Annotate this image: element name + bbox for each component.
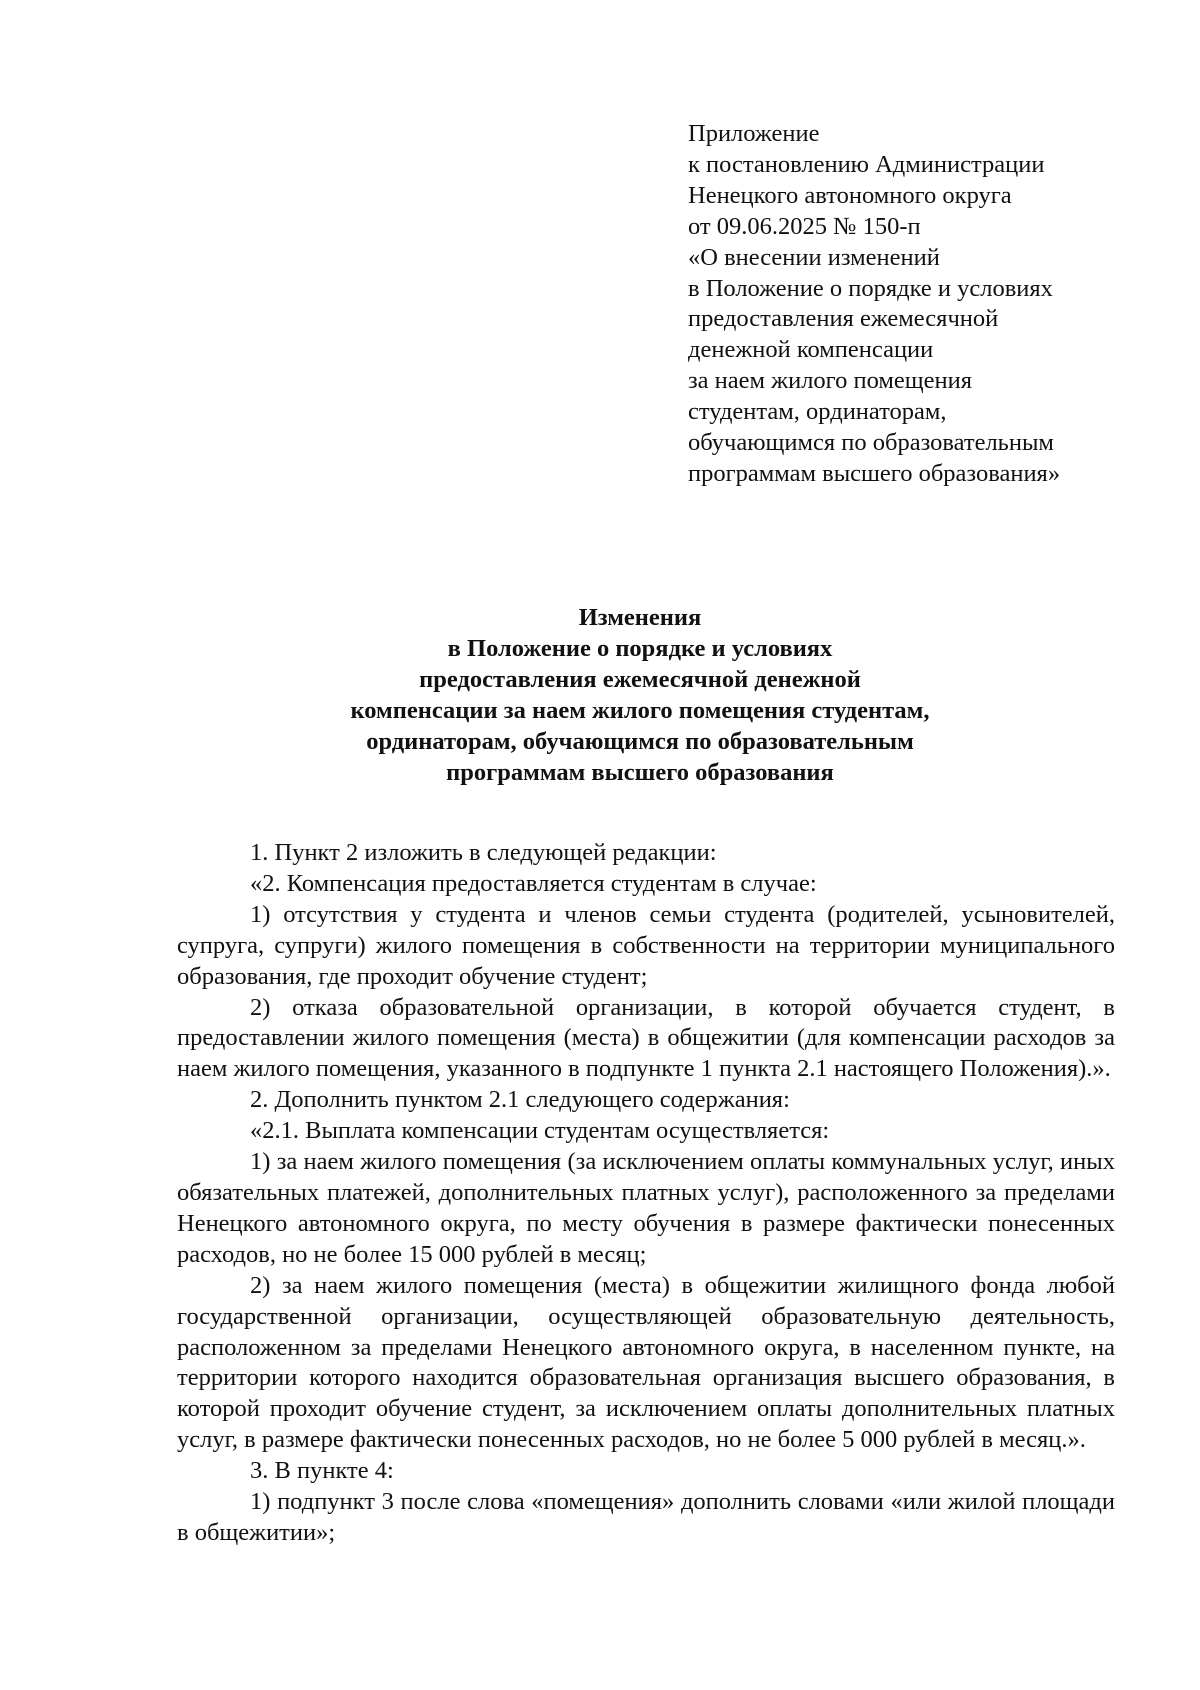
- appendix-line: обучающимся по образовательным: [688, 429, 1054, 457]
- body-paragraph: 1. Пункт 2 изложить в следующей редакции:: [250, 839, 717, 866]
- appendix-line: к постановлению Администрации: [688, 150, 1045, 178]
- appendix-line: «О внесении изменений: [688, 243, 940, 271]
- appendix-line: от 09.06.2025 № 150-п: [688, 212, 921, 240]
- heading-line: в Положение о порядке и условиях: [447, 634, 833, 662]
- appendix-line: за наем жилого помещения: [688, 367, 972, 395]
- body-paragraph: 1) за наем жилого помещения (за исключением оплаты коммунальных услуг, иных обязательных платежей, дополнительных платных услуг), расположенного за пределами Ненецкого автономного округа, по месту обучения в размере фактически понесенных расходов, но не более 15 000 рублей в месяц;: [177, 1148, 1115, 1268]
- appendix-block: [688, 119, 1158, 490]
- appendix-line: предоставления ежемесячной: [688, 305, 999, 333]
- body-paragraph: 2) за наем жилого помещения (места) в общежитии жилищного фонда любой государственной организации, осуществляющей образовательную деятельность, расположенном за пределами Ненецкого автономного округа, в населенном пункте, на территории которого находится образовательная организация высшего образования, в которой проходит обучение студент, за исключением оплаты дополнительных платных услуг, в размере фактически понесенных расходов, но не более 5 000 рублей в месяц.».: [177, 1271, 1115, 1454]
- appendix-line: в Положение о порядке и условиях: [688, 274, 1053, 302]
- body-paragraph: «2. Компенсация предоставляется студентам в случае:: [250, 869, 817, 897]
- heading-line: ординаторам, обучающимся по образовательным: [366, 727, 914, 755]
- body-paragraph: 1) подпункт 3 после слова «помещения» дополнить словами «или жилой площади в общежитии»;: [177, 1488, 1115, 1546]
- appendix-line: программам высшего образования»: [688, 459, 1061, 487]
- appendix-line: Приложение: [688, 120, 820, 147]
- heading-line: Изменения: [578, 604, 702, 631]
- document-heading: [170, 603, 1110, 788]
- body-paragraph: 2. Дополнить пунктом 2.1 следующего содержания:: [250, 1086, 790, 1114]
- body-paragraph: «2.1. Выплата компенсации студентам осуществляется:: [250, 1117, 830, 1145]
- heading-line: компенсации за наем жилого помещения студентам,: [350, 696, 930, 724]
- appendix-line: денежной компенсации: [688, 336, 934, 364]
- body-paragraph: 2) отказа образовательной организации, в которой обучается студент, в предоставлении жилого помещения (места) в общежитии (для компенсации расходов за наем жилого помещения, указанного в подпункте 1 пункта 2.1 настоящего Положения).».: [177, 993, 1115, 1083]
- heading-line: предоставления ежемесячной денежной: [419, 665, 861, 693]
- body-paragraph: 3. В пункте 4:: [250, 1457, 394, 1485]
- document-body: [177, 838, 1115, 1549]
- heading-line: программам высшего образования: [446, 758, 834, 786]
- appendix-line: Ненецкого автономного округа: [688, 181, 1012, 209]
- appendix-line: студентам, ординаторам,: [688, 398, 947, 426]
- body-paragraph: 1) отсутствия у студента и членов семьи студента (родителей, усыновителей, супруга, супруги) жилого помещения в собственности на территории муниципального образования, где проходит обучение студент;: [177, 900, 1115, 990]
